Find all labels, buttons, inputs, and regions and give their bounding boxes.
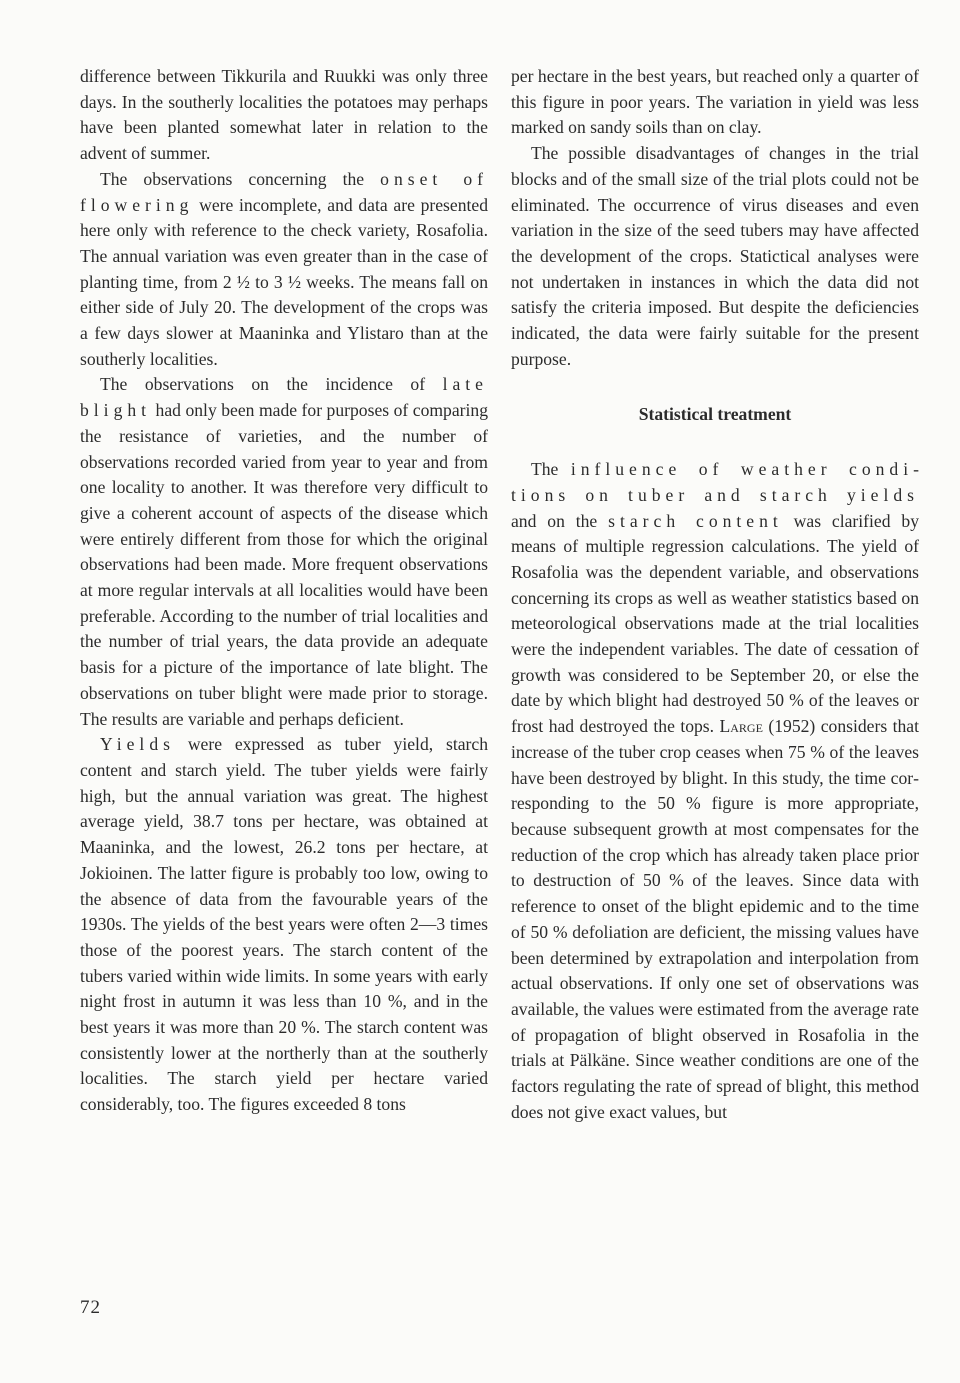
spaced-term: starch content — [608, 510, 783, 531]
section-heading: Statistical treatment — [638, 404, 792, 425]
spaced-term: influence of weather conditions on tuber and starch yields — [511, 459, 919, 505]
paragraph: Yields were expressed as tuber yield, starch content and starch yield. The tuber yields were fairly high, but the annual variation was great. The highest average yield, 38.7 tons per hectare, was obtained at Maaninka, and the lowest, 26.2 tons per hectare, at Jokioinen. The latter figure is probably too low, owing to the absence of data from the favourable years of the 1930s. The yields of the best years were often 2—3 times those of the poorest years. The starch content of the tubers varied within wide limits. In some years with early night frost in autumn it was less than 10 %, and in the best years it was more than 20 %. The starch content was consistently lower at the northerly than at the southerly localities. The starch yield per hectare varied considerably, too. The figures exceeded 8 tons — [80, 734, 488, 1115]
spaced-term: Yields — [100, 734, 175, 755]
right-column — [511, 64, 919, 1125]
paragraph: per hectare in the best years, but reached only a quarter of this figure in poor years. The variation in yield was less marked on sandy soils than on clay. — [511, 66, 919, 138]
author-name: Large — [719, 716, 763, 737]
page-number: 72 — [80, 1297, 101, 1318]
spaced-term: late blight — [80, 374, 488, 421]
paragraph: difference between Tikkurila and Ruukki was only three days. In the southerly localities the potatoes may perhaps have been planted somewhat later in relation to the advent of summer. — [80, 66, 488, 164]
paragraph: The influence of weather conditions on tuber and starch yields and on the starch content was clarified by means of multiple regression calculations. The yield of Rosafolia was the dependent variable, and observations concerning its crops as well as weather statistics based on meteorological observations made at the trial localities were the independent variables. The date of cessation of growth was considered to be September 20, or else the date by which blight had destroyed 50 % of the leaves or frost had destroyed the tops. Large (1952) considers that increase of the tuber crop ceases when 75 % of the leaves have been destroyed by blight. In this study, the time corresponding to the 50 % figure is more appropriate, because subsequent growth at most compensates for the reduction of the crop which has already taken place prior to destruction of 50 % of the leaves. Since data with reference to onset of the blight epidemic and to the time of 50 % defoliation are deficient, the missing values have been determined by extrapolation and interpolation from actual observations. If only one set of observations was available, the values were estimated from the average rate of propagation of blight observed in Rosafolia in the trials at Pälkäne. Since weather conditions are one of the factors regulating the rate of spread of blight, this method does not give exact values, but — [511, 459, 919, 1122]
paragraph: The possible disadvantages of changes in the trial blocks and of the small size of the trial plots could not be eliminated. The occurrence of virus diseases and even variation in the size of the seed tubers may have affected the development of the crops. Statictical analyses were not undertaken in instances in which the data did not satisfy the criteria imposed. But despite the deficiencies indicated, the data were fairly suitable for the present purpose. — [511, 143, 919, 369]
paragraph: The observations on the incidence of late blight had only been made for purposes of comparing the resistance of varieties, and the number of observations recorded varied from year to year and from one locality to another. It was therefore very difficult to give a coherent account of aspects of the disease which were entirely different from those for which the original observations had been made. More frequent observations at more regular intervals at all localities would have been preferable. According to the number of trial localities and the number of trial years, the data provide an adequate basis for a picture of the importance of late blight. The observations on tuber blight were made prior to storage. The results are variable and perhaps deficient. — [80, 374, 488, 729]
spaced-term: onset of flowering — [80, 168, 489, 215]
paragraph: The observations concerning the onset of flowering were incomplete, and data are presented here only with reference to the check variety, Rosafolia. The annual variation was even greater than in the case of planting time, from 2 ½ to 3 ½ weeks. The means fall on either side of July 20. The development of the crops was a few days slower at Maaninka and Ylistaro than at the southerly localities. — [80, 168, 489, 369]
left-column — [80, 64, 488, 1118]
